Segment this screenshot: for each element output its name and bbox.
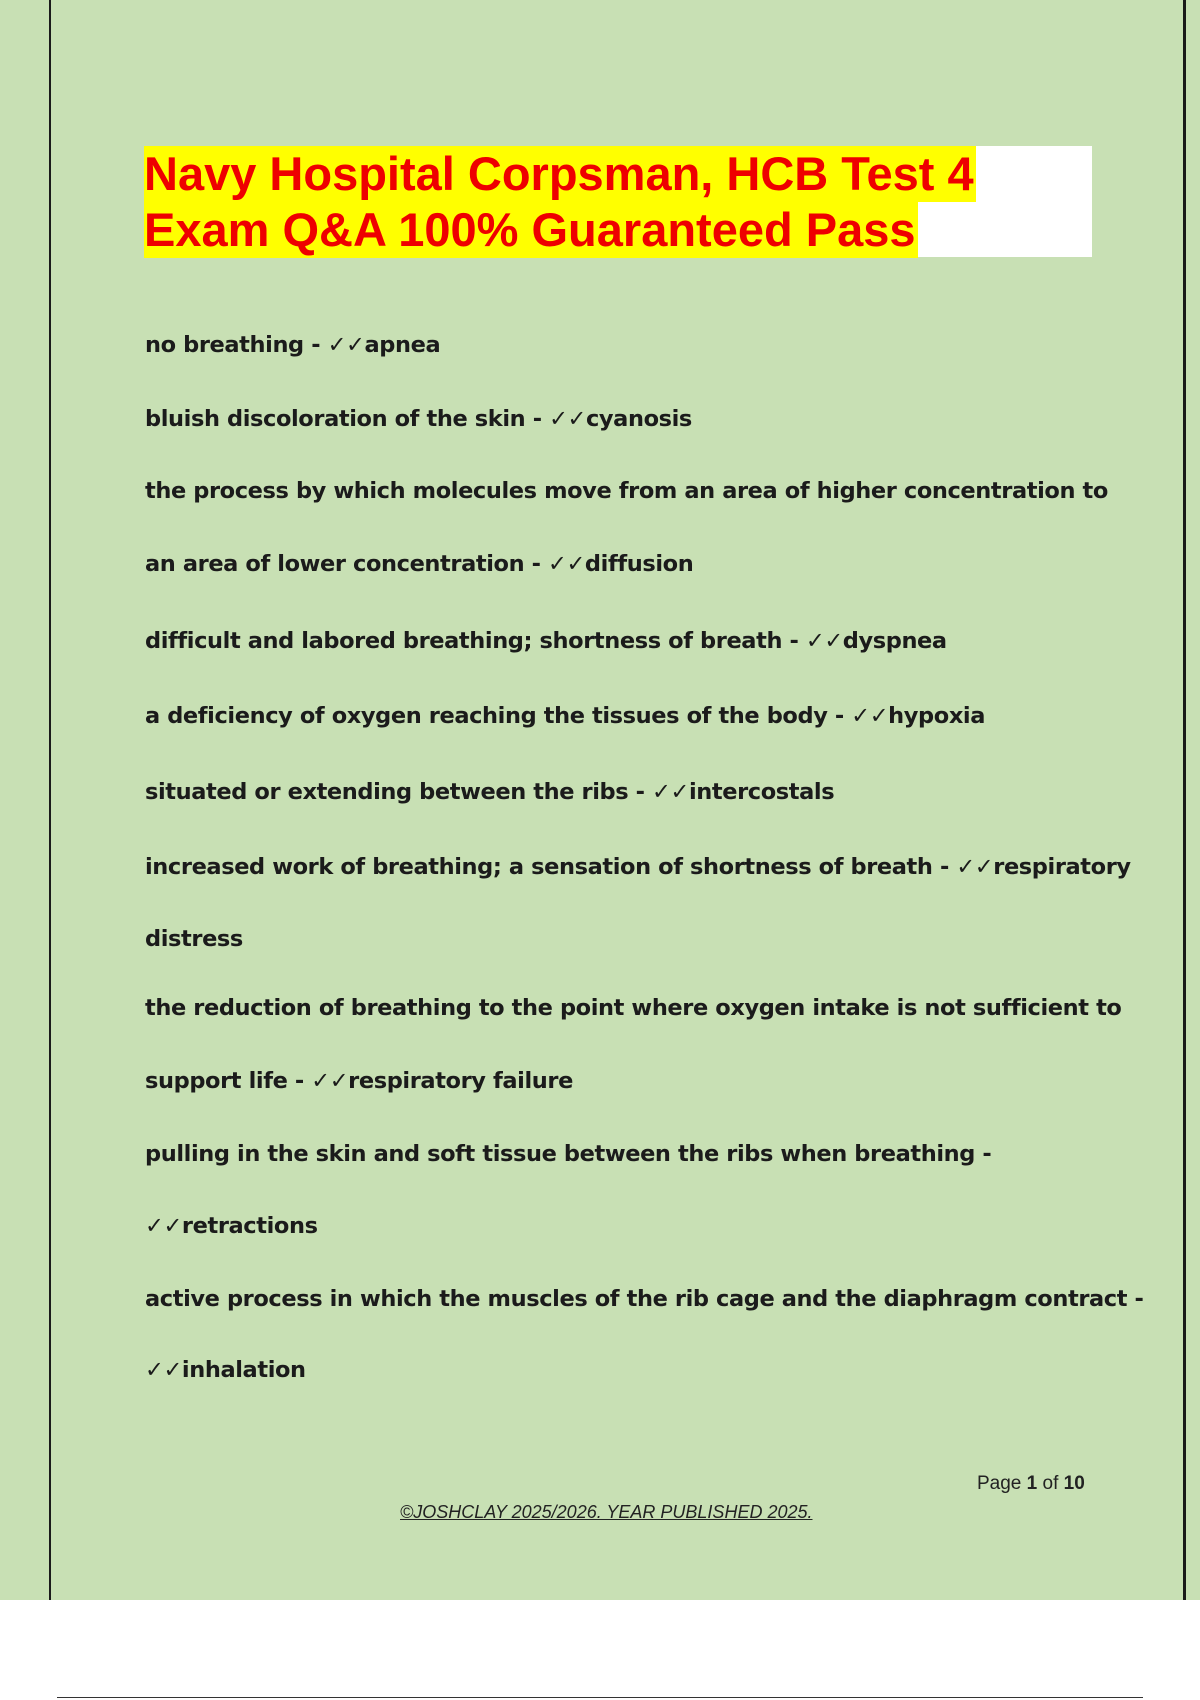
qa-line: bluish discoloration of the skin - ✓✓cyanosis <box>145 406 692 432</box>
qa-line: a deficiency of oxygen reaching the tissues of the body - ✓✓hypoxia <box>145 703 986 729</box>
qa-line: no breathing - ✓✓apnea <box>145 332 441 358</box>
page-border-right <box>1183 0 1186 1600</box>
copyright-notice: ©JOSHCLAY 2025/2026. YEAR PUBLISHED 2025. <box>400 1502 813 1522</box>
qa-line: the process by which molecules move from an area of higher concentration to <box>145 478 1108 504</box>
qa-line: situated or extending between the ribs - ✓✓intercostals <box>145 779 835 805</box>
qa-line: increased work of breathing; a sensation of shortness of breath - ✓✓respiratory <box>145 854 1131 880</box>
qa-line: difficult and labored breathing; shortness of breath - ✓✓dyspnea <box>145 628 947 654</box>
qa-line: support life - ✓✓respiratory failure <box>145 1068 573 1094</box>
qa-line: ✓✓inhalation <box>145 1357 306 1383</box>
qa-line: distress <box>145 926 243 952</box>
qa-line: pulling in the skin and soft tissue between the ribs when breathing - <box>145 1141 992 1167</box>
qa-line: an area of lower concentration - ✓✓diffusion <box>145 551 694 577</box>
page-current: 1 <box>1026 1473 1038 1494</box>
qa-line: active process in which the muscles of the rib cage and the diaphragm contract - <box>145 1286 1144 1312</box>
qa-line: ✓✓retractions <box>145 1213 318 1239</box>
document-title-line-1: Navy Hospital Corpsman, HCB Test 4 <box>144 147 974 200</box>
qa-line: the reduction of breathing to the point where oxygen intake is not sufficient to <box>145 995 1122 1021</box>
page-total: 10 <box>1063 1473 1085 1494</box>
page-of-label: of <box>1042 1473 1059 1494</box>
page-border-left <box>49 0 51 1600</box>
document-title-line-2: Exam Q&A 100% Guaranteed Pass <box>144 203 916 256</box>
page-label: Page <box>977 1473 1022 1494</box>
page-number <box>977 1473 1085 1495</box>
bottom-divider <box>57 1697 1143 1698</box>
